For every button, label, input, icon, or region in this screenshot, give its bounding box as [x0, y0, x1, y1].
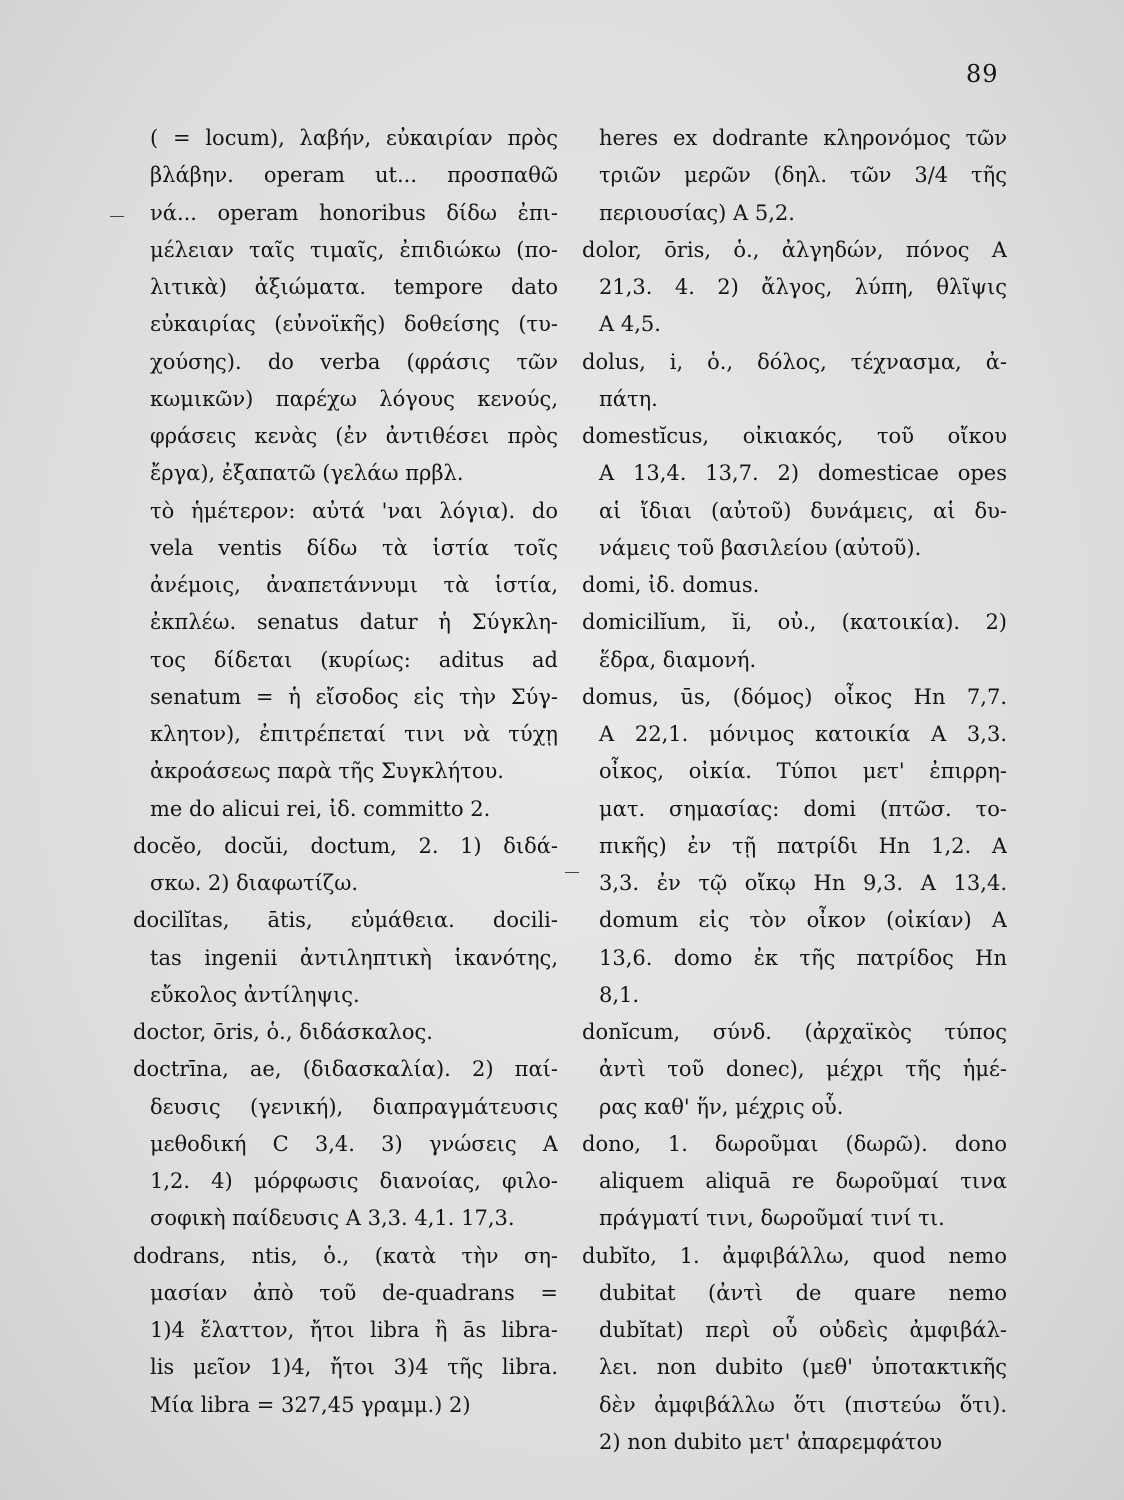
text-line: περιουσίας) A 5,2.: [599, 200, 795, 225]
text-line: λιτικὰ) ἀξιώματα. tempore dato: [150, 275, 558, 299]
text-line: φράσεις κενὰς (ἐν ἀντιθέσει πρὸς: [150, 424, 558, 448]
text-line: δευσις (γενική), διαπραγμάτευσις: [150, 1094, 558, 1119]
text-line: πικῆς) ἐν τῇ πατρίδι Hn 1,2. A: [599, 833, 1007, 858]
text-line: δὲν ἀμφιβάλλω ὅτι (πιστεύω ὅτι).: [599, 1392, 1007, 1417]
text-line: A 13,4. 13,7. 2) domesticae opes: [599, 461, 1007, 486]
text-line: οἶκος, οἰκία. Τύποι μετ' ἐπιρρη-: [599, 759, 1007, 784]
text-line: ( = locum), λαβήν, εὐκαιρίαν πρὸς: [150, 126, 558, 150]
text-line: dodrans, ntis, ὁ., (κατὰ τὴν ση-: [133, 1243, 558, 1268]
text-line: κλητον), ἐπιτρέπεταί τινι νὰ τύχῃ: [150, 722, 558, 746]
text-line: domi, ἰδ. domus.: [582, 573, 760, 597]
text-line: docilĭtas, ātis, εὐμάθεια. docili-: [133, 908, 558, 933]
text-line: 1)4 ἔλαττον, ἤτοι libra ἢ ās libra-: [150, 1318, 558, 1342]
text-line: A 4,5.: [599, 312, 661, 337]
text-line: τριῶν μερῶν (δηλ. τῶν 3/4 τῆς: [599, 163, 1007, 188]
text-line: ρας καθ' ἥν, μέχρις οὗ.: [599, 1094, 844, 1119]
text-line: ἀντὶ τοῦ donec), μέχρι τῆς ἡμέ-: [599, 1057, 1007, 1082]
text-line: me do alicui rei, ἰδ. committo 2.: [150, 796, 491, 821]
text-line: τὸ ἡμέτερον: αὐτά 'ναι λόγια). do: [150, 498, 558, 523]
text-line: 13,6. domo ἐκ τῆς πατρίδος Hn: [599, 945, 1007, 970]
text-line: πάτη.: [599, 386, 658, 411]
text-line: εὔκολος ἀντίληψις.: [150, 982, 360, 1007]
text-line: donĭcum, σύνδ. (ἀρχαϊκὸς τύπος: [582, 1020, 1007, 1044]
text-line: dono, 1. δωροῦμαι (δωρῶ). dono: [582, 1131, 1007, 1156]
text-line: μεθοδική C 3,4. 3) γνώσεις A: [150, 1131, 558, 1156]
text-line: χούσης). do verba (φράσις τῶν: [150, 349, 558, 374]
text-line: κωμικῶν) παρέχω λόγους κενούς,: [150, 386, 558, 411]
text-line: εὐκαιρίας (εὐνοϊκῆς) δοθείσης (τυ-: [150, 312, 558, 337]
text-line: 3,3. ἐν τῷ οἴκῳ Hn 9,3. A 13,4.: [599, 871, 1007, 895]
margin-mark: [565, 872, 579, 873]
text-line: ἔργα), ἐξαπατῶ (γελάω πρβλ.: [150, 461, 464, 486]
text-line: domus, ūs, (δόμος) οἶκος Hn 7,7.: [582, 684, 1007, 709]
text-line: 21,3. 4. 2) ἄλγος, λύπη, θλῖψις: [599, 275, 1007, 299]
text-line: dubitat (ἀντὶ de quare nemo: [599, 1280, 1007, 1305]
text-line: doctor, ōris, ὁ., διδάσκαλος.: [133, 1020, 433, 1044]
text-line: πράγματί τινι, δωροῦμαί τινί τι.: [599, 1206, 945, 1231]
text-line: dolor, ōris, ὁ., ἀλγηδών, πόνος A: [582, 237, 1007, 262]
text-line: 1,2. 4) μόρφωσις διανοίας, φιλο-: [150, 1169, 558, 1193]
text-line: ἀνέμοις, ἀναπετάννυμι τὰ ἱστία,: [150, 573, 558, 597]
text-line: domestĭcus, οἰκιακός, τοῦ οἴκου: [582, 424, 1007, 448]
text-line: ματ. σημασίας: domi (πτῶσ. το-: [599, 796, 1007, 821]
text-line: σκω. 2) διαφωτίζω.: [150, 871, 359, 895]
text-line: dolus, i, ὁ., δόλος, τέχνασμα, ἀ-: [582, 349, 1007, 374]
text-line: docĕo, docŭi, doctum, 2. 1) διδά-: [133, 833, 558, 858]
text-line: βλάβην. operam ut... προσπαθῶ: [150, 163, 558, 188]
left-column: [133, 120, 558, 1424]
text-line: Μία libra = 327,45 γραμμ.) 2): [150, 1392, 471, 1417]
text-line: ἐκπλέω. senatus datur ἡ Σύγκλη-: [150, 610, 558, 635]
right-column: [582, 120, 1007, 1461]
text-line: σοφικὴ παίδευσις A 3,3. 4,1. 17,3.: [150, 1206, 515, 1231]
text-line: νάμεις τοῦ βασιλείου (αὐτοῦ).: [599, 535, 922, 560]
text-line: senatum = ἡ εἴσοδος εἰς τὴν Σύγ-: [150, 684, 558, 709]
text-line: lis μεῖον 1)4, ἤτοι 3)4 τῆς libra.: [150, 1355, 558, 1380]
text-line: dubĭtat) περὶ οὗ οὐδεὶς ἀμφιβάλ-: [599, 1318, 1007, 1342]
text-line: ἕδρα, διαμονή.: [599, 647, 757, 672]
text-line: doctrīna, ae, (διδασκαλία). 2) παί-: [133, 1057, 558, 1082]
text-line: ἀκροάσεως παρὰ τῆς Συγκλήτου.: [150, 759, 504, 784]
text-line: αἱ ἴδιαι (αὐτοῦ) δυνάμεις, αἱ δυ-: [599, 498, 1007, 523]
margin-mark: [110, 216, 124, 217]
text-line: tas ingenii ἀντιληπτικὴ ἱκανότης,: [150, 945, 558, 970]
text-line: vela ventis δίδω τὰ ἱστία τοῖς: [150, 535, 558, 560]
text-line: dubĭto, 1. ἀμφιβάλλω, quod nemo: [582, 1243, 1007, 1268]
text-line: τος δίδεται (κυρίως: aditus ad: [150, 647, 558, 672]
text-line: A 22,1. μόνιμος κατοικία A 3,3.: [599, 722, 1007, 746]
text-line: λει. non dubito (μεθ' ὑποτακτικῆς: [599, 1355, 1007, 1380]
text-line: μέλειαν ταῖς τιμαῖς, ἐπιδιώκω (πο-: [150, 237, 558, 262]
text-line: domum εἰς τὸν οἶκον (οἰκίαν) A: [599, 908, 1007, 933]
text-line: 8,1.: [599, 982, 640, 1007]
text-line: 2) non dubito μετ' ἀπαρεμφάτου: [599, 1429, 943, 1454]
page-number: 89: [966, 60, 999, 88]
text-line: heres ex dodrante κληρονόμος τῶν: [599, 126, 1007, 150]
text-line: domicilĭum, ĭi, οὐ., (κατοικία). 2): [582, 610, 1007, 635]
text-line: νά... operam honoribus δίδω ἐπι-: [150, 200, 558, 225]
text-line: aliquem aliquā re δωροῦμαί τινα: [599, 1169, 1007, 1193]
text-line: μασίαν ἀπὸ τοῦ de-quadrans =: [150, 1280, 558, 1305]
